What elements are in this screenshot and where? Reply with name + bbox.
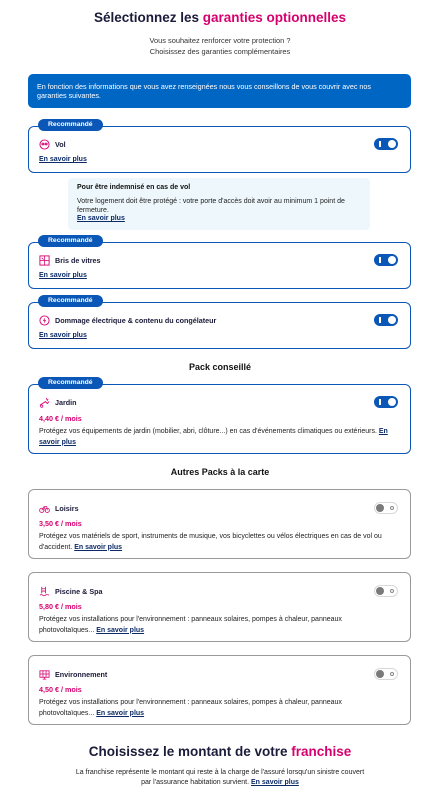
learn-more-link[interactable]: En savoir plus	[39, 272, 87, 279]
pack-description	[39, 615, 369, 636]
pack-description-text: Protégez vos installations pour l'environnement : panneaux solaires, pompes à chaleur, panneaux photovoltaïques...	[39, 616, 342, 634]
learn-more-link[interactable]: En savoir plus	[96, 709, 145, 717]
subtitle-line-1: Vous souhaitez renforcer votre protection ?	[149, 36, 291, 45]
autres-packs-title: Autres Packs à la carte	[170, 467, 270, 477]
pack-toggle-loisirs[interactable]	[374, 502, 398, 514]
page-title	[0, 10, 440, 25]
learn-more-link[interactable]: En savoir plus	[39, 332, 87, 339]
learn-more-link[interactable]: En savoir plus	[74, 543, 123, 551]
learn-more-link[interactable]: En savoir plus	[39, 156, 87, 163]
franchise-text: La franchise représente le montant qui reste à la charge de l'assuré lorsqu'un sinistre couvert par l'assurance habitation survient.	[75, 769, 365, 786]
pool-icon	[39, 586, 50, 597]
notice-text: Votre logement doit être protégé : votre porte d'accès doit avoir au minimum 1 point de fermeture.	[77, 198, 345, 214]
theft-icon	[39, 139, 50, 150]
learn-more-link[interactable]: En savoir plus	[96, 626, 145, 634]
page-subtitle	[0, 36, 440, 57]
pack-name: Jardin	[55, 398, 77, 407]
pack-description-text: Protégez vos matériels de sport, instruments de musique, vos bicyclettes ou vélos électriques en cas de vol ou d'accident.	[39, 533, 382, 551]
guarantee-header	[39, 315, 216, 326]
pack-header	[39, 503, 79, 514]
pack-description-text: Protégez vos installations pour l'environnement : panneaux solaires, pompes à chaleur, panneaux photovoltaïques...	[39, 699, 342, 717]
pack-header	[39, 586, 103, 597]
learn-more-link[interactable]: En savoir plus	[39, 428, 388, 446]
recommended-badge: Recommandé	[38, 119, 103, 131]
page-title-accent: garanties optionnelles	[202, 10, 347, 25]
guarantee-name: Vol	[55, 140, 66, 149]
pack-description	[39, 698, 369, 719]
subtitle-line-2: Choisissez des garanties complémentaires	[149, 46, 291, 56]
pack-name: Loisirs	[55, 504, 79, 513]
recommended-badge: Recommandé	[38, 295, 103, 307]
guarantee-toggle-dommage-electrique[interactable]	[374, 314, 398, 326]
pack-card-jardin	[28, 379, 411, 454]
franchise-title-main: Choisissez le montant de votre	[88, 744, 292, 759]
recommended-badge: Recommandé	[38, 235, 103, 247]
info-banner: En fonction des informations que vous avez renseignées nous vous conseillons de vous couvrir avec nos garanties suivantes.	[28, 74, 411, 108]
franchise-title	[0, 744, 440, 759]
guarantee-card-bris-de-vitres	[28, 237, 411, 289]
bicycle-icon	[39, 503, 50, 514]
pack-price: 3,50 € / mois	[39, 519, 82, 528]
franchise-learn-more-link[interactable]: En savoir plus	[251, 779, 299, 786]
guarantee-header	[39, 255, 101, 266]
guarantee-toggle-vol[interactable]	[374, 138, 398, 150]
pack-description-text: Protégez vos équipements de jardin (mobilier, abri, clôture...) en cas d'événements climatiques ou extérieurs.	[39, 428, 377, 435]
guarantee-name: Bris de vitres	[55, 256, 101, 265]
pack-name: Piscine & Spa	[55, 587, 103, 596]
lightning-icon	[39, 315, 50, 326]
pack-name: Environnement	[55, 670, 108, 679]
pack-description	[39, 427, 409, 448]
page-title-main: Sélectionnez les	[93, 10, 203, 25]
pack-price: 5,80 € / mois	[39, 602, 82, 611]
pack-description	[39, 532, 401, 553]
pack-price: 4,50 € / mois	[39, 685, 82, 694]
solar-panel-icon	[39, 669, 50, 680]
window-icon	[39, 255, 50, 266]
pack-toggle-jardin[interactable]	[374, 396, 398, 408]
guarantee-toggle-bris-de-vitres[interactable]	[374, 254, 398, 266]
pack-price: 4,40 € / mois	[39, 414, 82, 423]
guarantee-name: Dommage électrique & contenu du congélateur	[55, 316, 217, 325]
pack-card-environnement	[28, 655, 411, 725]
guarantee-card-vol	[28, 121, 411, 173]
notice-learn-more-link[interactable]: En savoir plus	[77, 215, 125, 222]
garden-icon	[39, 397, 50, 408]
notice-title: Pour être indemnisé en cas de vol	[77, 184, 191, 191]
recommended-badge: Recommandé	[38, 377, 103, 389]
pack-header	[39, 397, 77, 408]
pack-card-piscine-spa	[28, 572, 411, 642]
pack-toggle-environnement[interactable]	[374, 668, 398, 680]
theft-notice	[68, 178, 370, 230]
franchise-description	[70, 768, 370, 788]
pack-conseille-title: Pack conseillé	[188, 362, 252, 372]
pack-toggle-piscine-spa[interactable]	[374, 585, 398, 597]
guarantee-card-dommage-electrique	[28, 297, 411, 349]
guarantee-header	[39, 139, 66, 150]
pack-header	[39, 669, 107, 680]
pack-card-loisirs	[28, 489, 411, 559]
franchise-title-accent: franchise	[291, 744, 352, 759]
